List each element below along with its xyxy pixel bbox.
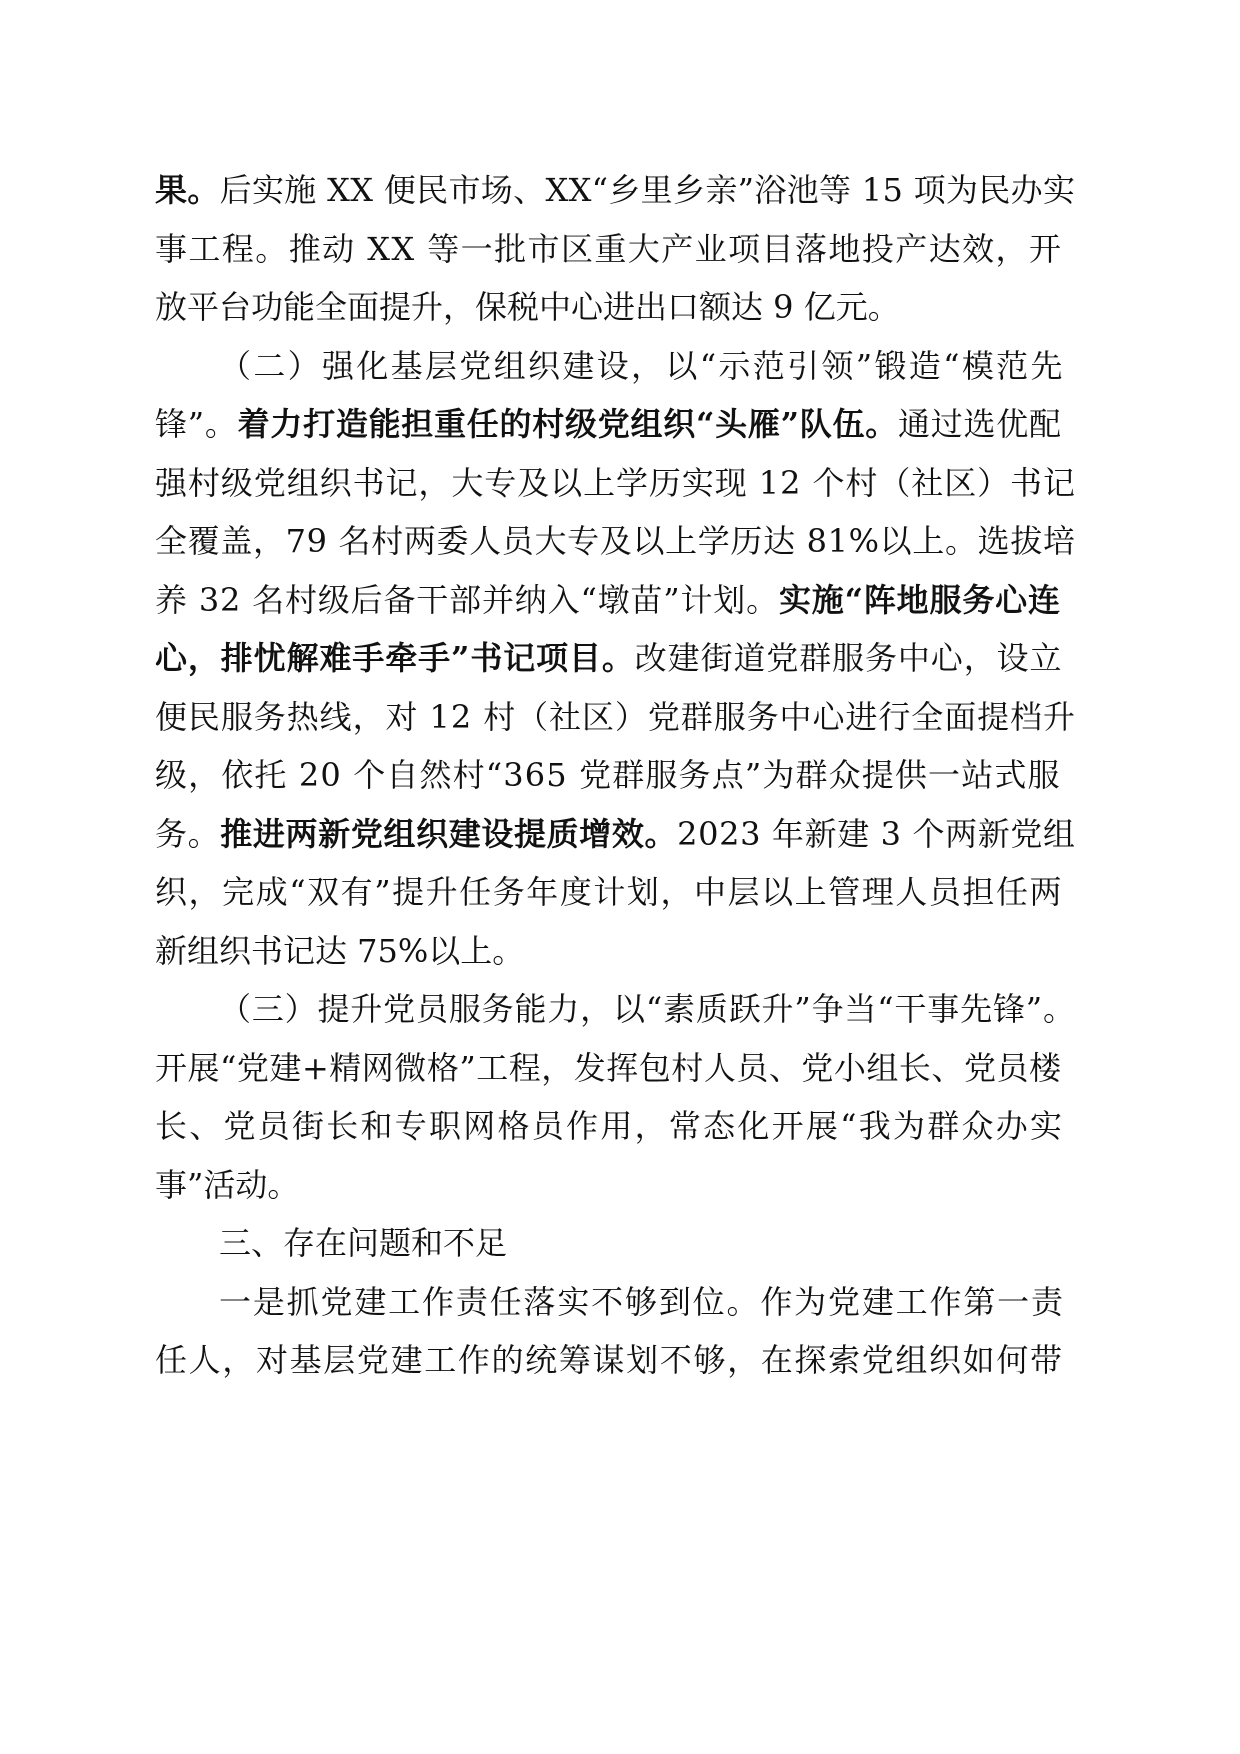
text-segment: 新组织书记达 75%以上。 <box>155 932 525 970</box>
text-segment: 长、党员街长和专职网格员作用，常态化开展“我为群众办实 <box>155 1107 1065 1145</box>
text-segment: 后实施 XX 便民市场、XX“乡里乡亲”浴池等 15 项为民办实 <box>219 171 1076 209</box>
text-segment: 果。 <box>155 171 220 209</box>
text-line <box>155 806 1076 862</box>
text-segment: 便民服务热线，对 12 村（社区）党群服务中心进行全面提档升 <box>155 698 1076 736</box>
text-segment: 2023 年新建 3 个两新党组 <box>677 815 1076 853</box>
text-line <box>155 221 1062 277</box>
text-segment: 实施“阵地服务心连 <box>778 581 1061 619</box>
text-segment: 务。 <box>155 815 221 853</box>
text-segment: 一是抓党建工作责任落实不够到位。作为党建工作第一责 <box>219 1283 1065 1321</box>
text-segment: 事”活动。 <box>155 1166 300 1204</box>
text-segment: 事工程。推动 XX 等一批市区重大产业项目落地投产达效，开 <box>155 230 1063 268</box>
text-line <box>155 572 1061 628</box>
text-line <box>155 162 1075 218</box>
text-line <box>155 455 1076 511</box>
text-segment: 养 32 名村级后备干部并纳入“墩苗”计划。 <box>155 581 779 619</box>
text-line <box>155 1157 299 1213</box>
text-segment: 着力打造能担重任的村级党组织“头雁”队伍。 <box>237 405 898 443</box>
text-line <box>155 396 1062 452</box>
text-line <box>155 279 900 335</box>
text-line <box>155 747 1061 803</box>
text-segment: 推进两新党组织建设提质增效。 <box>220 815 678 853</box>
text-segment: 心，排忧解难手牵手”书记项目。 <box>155 639 635 677</box>
text-line <box>219 1215 507 1271</box>
text-segment: 全覆盖，79 名村两委人员大专及以上学历达 81%以上。选拔培 <box>155 522 1076 560</box>
text-line <box>155 630 1062 686</box>
text-segment: 三、存在问题和不足 <box>219 1224 508 1262</box>
text-segment: 任人，对基层党建工作的统筹谋划不够，在探索党组织如何带 <box>155 1341 1064 1379</box>
text-line <box>155 864 1063 920</box>
text-line <box>155 1332 1064 1388</box>
text-segment: 织，完成“双有”提升任务年度计划，中层以上管理人员担任两 <box>155 873 1064 911</box>
text-line <box>155 1098 1064 1154</box>
text-segment: （三）提升党员服务能力，以“素质跃升”争当“干事先锋”。 <box>219 990 1076 1028</box>
text-segment: （二）强化基层党组织建设，以“示范引领”锻造“模范先 <box>219 347 1065 385</box>
text-segment: 放平台功能全面提升，保税中心进出口额达 9 亿元。 <box>155 288 900 326</box>
text-line <box>155 513 1076 569</box>
text-segment: 强村级党组织书记，大专及以上学历实现 12 个村（社区）书记 <box>155 464 1076 502</box>
text-line <box>219 981 1076 1037</box>
text-line <box>155 1040 1062 1096</box>
text-segment: 开展“党建+精网微格”工程，发挥包村人员、党小组长、党员楼 <box>155 1049 1062 1087</box>
text-segment: 级，依托 20 个自然村“365 党群服务点”为群众提供一站式服 <box>155 756 1061 794</box>
text-segment: 锋”。 <box>155 405 238 443</box>
text-line <box>219 1274 1065 1330</box>
text-segment: 改建街道党群服务中心，设立 <box>634 639 1063 677</box>
text-line <box>155 923 524 979</box>
text-line <box>219 338 1065 394</box>
text-line <box>155 689 1076 745</box>
text-segment: 通过选优配 <box>898 405 1062 443</box>
